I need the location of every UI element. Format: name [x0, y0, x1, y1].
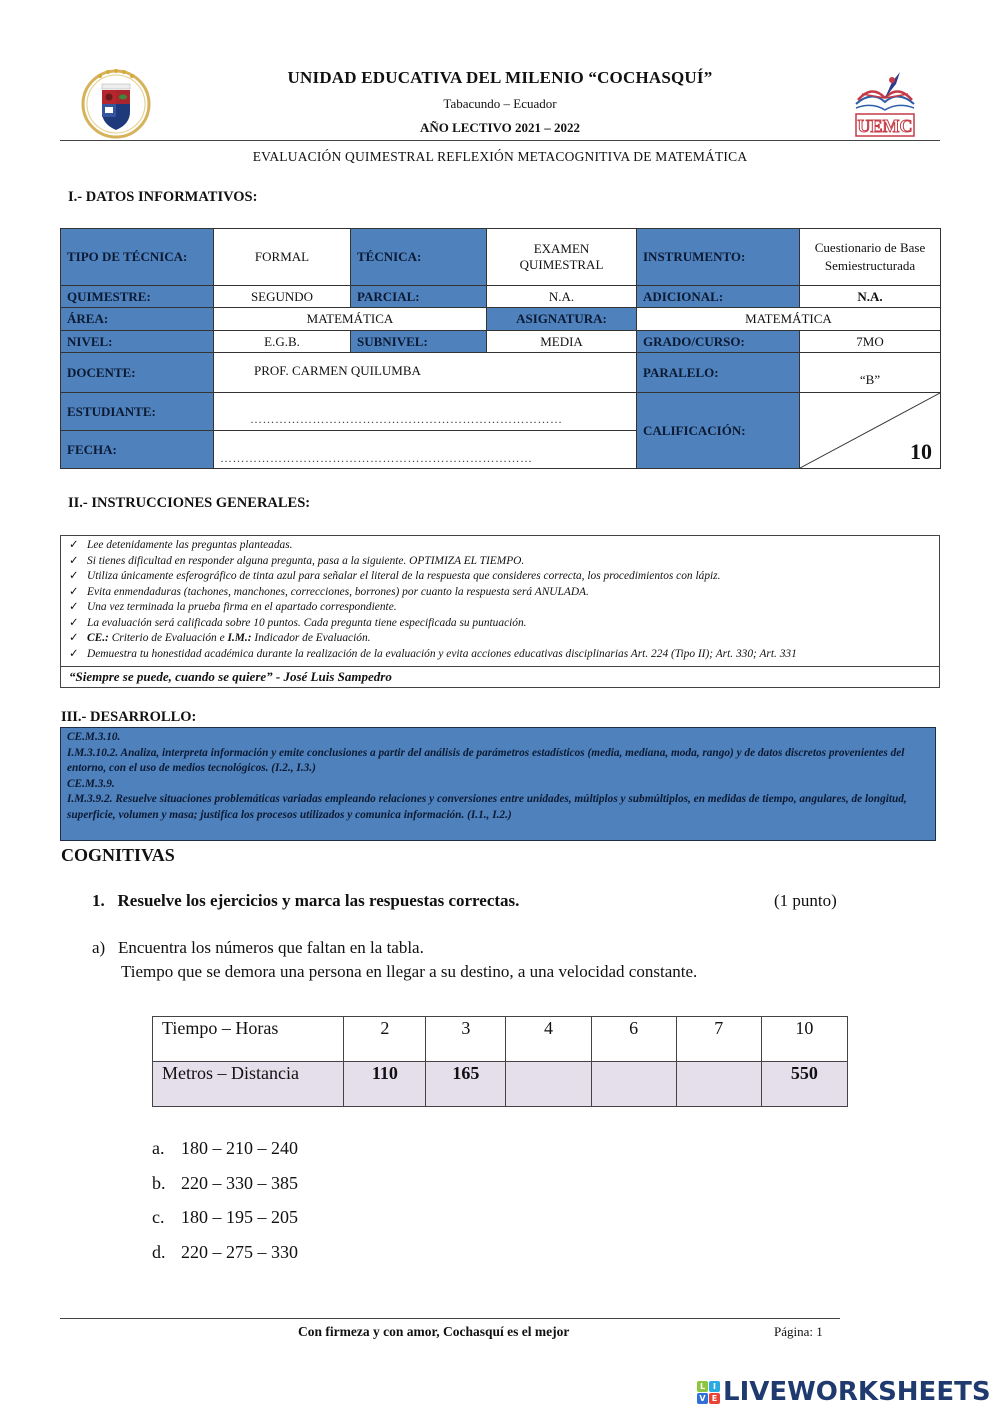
question-1	[92, 891, 519, 911]
svg-text:UEMC: UEMC	[857, 116, 913, 136]
time-cell: 4	[506, 1017, 591, 1062]
instruction-item: ✓ Si tienes dificultad en responder alguna pregunta, pasa a la siguiente. OPTIMIZA EL TIEMPO.	[69, 554, 939, 570]
school-location: Tabacundo – Ecuador	[443, 96, 557, 111]
distance-answer-input[interactable]	[676, 1062, 761, 1107]
distance-answer-input[interactable]	[506, 1062, 591, 1107]
subquestion-text: Encuentra los números que faltan en la tabla.	[117, 938, 424, 957]
answer-option-d[interactable]: d. 220 – 275 – 330	[152, 1242, 298, 1263]
estudiante-label: ESTUDIANTE:	[61, 393, 214, 431]
tipo-tecnica-value: FORMAL	[214, 229, 351, 286]
distance-answer-input[interactable]	[591, 1062, 676, 1107]
cognitivas-heading: COGNITIVAS	[61, 845, 175, 865]
distance-cell: 550	[761, 1062, 847, 1107]
grado-curso-label: GRADO/CURSO:	[637, 331, 800, 353]
subquestion-letter: a)	[92, 938, 106, 957]
section-datos-informativos-heading: I.- DATOS INFORMATIVOS:	[68, 189, 258, 205]
paralelo-value: “B”	[800, 353, 941, 393]
estudiante-blank: …………………………………………………………………	[250, 412, 563, 426]
evaluation-criteria-box	[60, 727, 936, 841]
nivel-value: E.G.B.	[214, 331, 351, 353]
time-cell: 10	[761, 1017, 847, 1062]
instruction-item: ✓ Lee detenidamente las preguntas planteadas.	[69, 538, 939, 554]
estudiante-field[interactable]	[214, 393, 637, 431]
check-icon: ✓	[69, 539, 79, 551]
question-text: Resuelve los ejercicios y marca las respuestas correctas.	[117, 891, 520, 910]
asignatura-label: ASIGNATURA:	[487, 308, 637, 331]
check-icon: ✓	[69, 647, 79, 660]
question-points: (1 punto)	[774, 891, 837, 910]
informative-data-table	[60, 228, 941, 469]
question-number: 1.	[92, 891, 105, 910]
answer-option-a[interactable]: a. 180 – 210 – 240	[152, 1138, 298, 1158]
parcial-value: N.A.	[487, 286, 637, 308]
asignatura-value: MATEMÁTICA	[637, 308, 941, 331]
instructions-list	[61, 536, 939, 662]
docente-label: DOCENTE:	[61, 353, 214, 393]
motivational-quote: “Siempre se puede, cuando se quiere” - José Luis Sampedro	[61, 666, 939, 687]
fecha-field[interactable]	[214, 431, 637, 469]
fecha-label: FECHA:	[61, 431, 214, 469]
subquestion-context: Tiempo que se demora una persona en llegar a su destino, a una velocidad constante.	[121, 962, 698, 981]
school-year: AÑO LECTIVO 2021 – 2022	[419, 120, 581, 135]
fecha-blank: …………………………………………………………………	[220, 451, 533, 465]
criterion-code: CE.M.3.10.	[67, 731, 121, 743]
subnivel-label: SUBNIVEL:	[351, 331, 487, 353]
docente-value: PROF. CARMEN QUILUMBA	[214, 353, 637, 393]
instruction-item: ✓ Una vez terminada la prueba firma en el apartado correspondiente.	[69, 600, 939, 616]
row-label: Metros – Distancia	[153, 1062, 344, 1107]
indicator-text: I.M.3.10.2. Analiza, interpreta información y emite conclusiones a partir del análisis de parámetros estadísticos (media, mediana, moda, rango) y de datos discretos provenientes del entorno, con el uso de medios tecnológicos. (I.2., I.3.)	[67, 746, 905, 774]
check-icon: ✓	[69, 570, 79, 582]
adicional-value: N.A.	[800, 286, 941, 308]
area-value: MATEMÁTICA	[214, 308, 487, 331]
answer-option-b[interactable]: b. 220 – 330 – 385	[152, 1172, 298, 1193]
paralelo-label: PARALELO:	[637, 353, 800, 393]
answer-options	[152, 1131, 298, 1270]
instrumento-label: INSTRUMENTO:	[637, 229, 800, 286]
tecnica-value: EXAMEN QUIMESTRAL	[487, 229, 637, 286]
row-label: Tiempo – Horas	[153, 1017, 344, 1062]
instruction-item: ✓ Utiliza únicamente esferográfico de tinta azul para señalar el literal de la respuesta que consideres correcta, los procedimientos con lápiz.	[69, 569, 939, 585]
tecnica-label: TÉCNICA:	[351, 229, 487, 286]
distance-cell: 110	[344, 1062, 426, 1107]
quimestre-label: QUIMESTRE:	[61, 286, 214, 308]
criterion-code: CE.M.3.9.	[67, 777, 115, 790]
instruction-item: ✓ La evaluación será calificada sobre 10 puntos. Cada pregunta tiene especificada su puntuación.	[69, 616, 939, 632]
footer-divider	[60, 1318, 840, 1319]
time-distance-table	[152, 1016, 848, 1107]
subnivel-value: MEDIA	[487, 331, 637, 353]
calificacion-cell	[800, 393, 941, 469]
page-number: Página: 1	[774, 1324, 823, 1339]
liveworksheets-text: LIVEWORKSHEETS	[723, 1377, 991, 1407]
tipo-tecnica-label: TIPO DE TÉCNICA:	[61, 229, 214, 286]
instruction-item: ✓ Evita enmendaduras (tachones, manchones, correcciones, borrones) por cuanto la respuesta será ANULADA.	[69, 585, 939, 601]
indicator-text: I.M.3.9.2. Resuelve situaciones problemáticas variadas empleando relaciones y conversiones entre unidades, múltiplos y submúltiplos, en medidas de tiempo, angulares, de longitud, superficie, volumen y masa; justifica los procesos utilizados y comunica información. (I.1., I.2.)	[67, 793, 907, 821]
quimestre-value: SEGUNDO	[214, 286, 351, 308]
subquestion-a	[92, 936, 697, 984]
school-name: UNIDAD EDUCATIVA DEL MILENIO “COCHASQUÍ”	[287, 68, 713, 87]
parcial-label: PARCIAL:	[351, 286, 487, 308]
check-icon: ✓	[69, 616, 79, 629]
area-label: ÁREA:	[61, 308, 214, 331]
check-icon: ✓	[69, 601, 79, 613]
adicional-label: ADICIONAL:	[637, 286, 800, 308]
footer-motto: Con firmeza y con amor, Cochasquí es el mejor	[298, 1324, 570, 1339]
instruction-item: ✓ CE.: Criterio de Evaluación e I.M.: Indicador de Evaluación.	[69, 631, 939, 647]
answer-option-c[interactable]: c. 180 – 195 – 205	[152, 1207, 298, 1228]
section-desarrollo-heading: III.- DESARROLLO:	[61, 709, 197, 725]
table-row-distance	[153, 1062, 848, 1107]
header-divider	[60, 140, 940, 141]
instructions-box	[60, 535, 940, 688]
calificacion-value: 10	[910, 439, 932, 464]
liveworksheets-logo-icon: L I V E	[697, 1381, 720, 1404]
distance-cell: 165	[426, 1062, 506, 1107]
evaluation-title: EVALUACIÓN QUIMESTRAL REFLEXIÓN METACOGNITIVA DE MATEMÁTICA	[252, 149, 748, 164]
time-cell: 7	[676, 1017, 761, 1062]
check-icon: ✓	[69, 585, 79, 598]
grado-curso-value: 7MO	[800, 331, 941, 353]
check-icon: ✓	[69, 554, 79, 567]
time-cell: 6	[591, 1017, 676, 1062]
instruction-item: ✓ Demuestra tu honestidad académica durante la realización de la evaluación y evita acciones educativas disciplinarias Art. 224 (Tipo II); Art. 330; Art. 331	[69, 647, 939, 663]
instrumento-value: Cuestionario de Base Semiestructurada	[800, 229, 941, 286]
calificacion-label: CALIFICACIÓN:	[637, 393, 800, 469]
nivel-label: NIVEL:	[61, 331, 214, 353]
time-cell: 2	[344, 1017, 426, 1062]
table-row-time	[153, 1017, 848, 1062]
time-cell: 3	[426, 1017, 506, 1062]
uemc-book-logo-icon	[848, 64, 922, 140]
liveworksheets-watermark[interactable]	[697, 1377, 991, 1407]
section-instrucciones-heading: II.- INSTRUCCIONES GENERALES:	[68, 495, 311, 511]
check-icon: ✓	[69, 632, 79, 644]
